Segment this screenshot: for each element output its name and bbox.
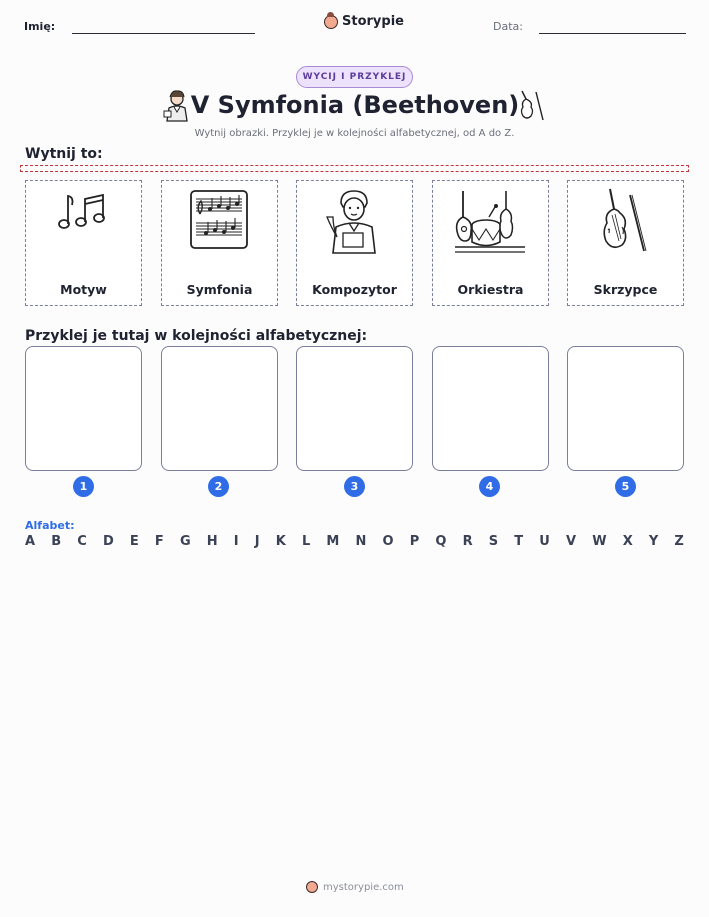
slot-number-1: 1 (73, 476, 94, 497)
card-word: Motyw (60, 282, 107, 297)
cut-card-orkiestra[interactable] (432, 180, 549, 306)
alphabet-letter: K (275, 534, 286, 549)
paste-section-label: Przyklej je tutaj w kolejności alfabetycznej: (25, 328, 368, 344)
alphabet-letter: H (206, 534, 218, 549)
violin-title-icon (516, 89, 546, 123)
card-word: Skrzypce (593, 282, 658, 297)
slot-number-3: 3 (344, 476, 365, 497)
alphabet-letter: S (488, 534, 499, 549)
alphabet-letter: N (355, 534, 367, 549)
alphabet-letter: T (514, 534, 524, 549)
alphabet-letter: Q (435, 534, 447, 549)
slot-number-4: 4 (479, 476, 500, 497)
paste-slot-1[interactable] (25, 346, 142, 471)
alphabet-letter: P (409, 534, 420, 549)
cut-line (20, 165, 689, 172)
orchestra-instruments-icon (453, 187, 527, 255)
music-notes-icon (50, 187, 116, 237)
paste-slot-3[interactable] (296, 346, 413, 471)
date-label: Data: (493, 20, 523, 33)
cut-card-motyw[interactable] (25, 180, 142, 306)
alphabet-letter: O (382, 534, 394, 549)
alphabet-letter: B (51, 534, 62, 549)
date-line[interactable] (539, 33, 686, 34)
footer-url[interactable]: mystorypie.com (323, 881, 404, 893)
alphabet-letter: A (25, 534, 36, 549)
alphabet-letter: C (77, 534, 87, 549)
cut-card-kompozytor[interactable] (296, 180, 413, 306)
activity-badge: WYCIJ I PRZYKLEJ (296, 66, 413, 88)
alphabet-letter: R (462, 534, 473, 549)
storypie-mascot-icon (306, 881, 318, 893)
brand-name: Storypie (342, 14, 404, 29)
alphabet-letter: F (154, 534, 164, 549)
page-title: V Symfonia (Beethoven) (190, 91, 520, 119)
card-word: Kompozytor (312, 282, 397, 297)
name-line[interactable] (72, 33, 255, 34)
alphabet-row (25, 534, 684, 549)
alphabet-letter: G (179, 534, 191, 549)
sheet-music-icon (186, 187, 252, 253)
cut-section-label: Wytnij to: (25, 146, 103, 162)
beethoven-portrait-icon (160, 88, 194, 122)
alphabet-letter: L (301, 534, 311, 549)
alphabet-letter: X (622, 534, 633, 549)
alphabet-label: Alfabet: (25, 519, 75, 532)
composer-icon (321, 187, 387, 255)
cut-card-symfonia[interactable] (161, 180, 278, 306)
storypie-logo (324, 14, 404, 29)
name-label: Imię: (24, 20, 56, 33)
alphabet-letter: U (539, 534, 550, 549)
alphabet-letter: I (233, 534, 239, 549)
alphabet-letter: W (592, 534, 607, 549)
card-word: Orkiestra (457, 282, 524, 297)
alphabet-letter: E (129, 534, 139, 549)
slot-number-5: 5 (615, 476, 636, 497)
alphabet-letter: D (102, 534, 114, 549)
violin-icon (592, 187, 658, 257)
paste-slot-2[interactable] (161, 346, 278, 471)
cut-card-skrzypce[interactable] (567, 180, 684, 306)
alphabet-letter: Y (648, 534, 659, 549)
slot-number-2: 2 (208, 476, 229, 497)
paste-slot-5[interactable] (567, 346, 684, 471)
alphabet-letter: J (254, 534, 260, 549)
paste-slot-4[interactable] (432, 346, 549, 471)
alphabet-letter: Z (674, 534, 684, 549)
storypie-mascot-icon (324, 15, 338, 29)
card-word: Symfonia (186, 282, 253, 297)
footer (306, 881, 404, 893)
instructions-text: Wytnij obrazki. Przyklej je w kolejności alfabetycznej, od A do Z. (194, 128, 515, 139)
alphabet-letter: V (566, 534, 577, 549)
alphabet-letter: M (326, 534, 340, 549)
